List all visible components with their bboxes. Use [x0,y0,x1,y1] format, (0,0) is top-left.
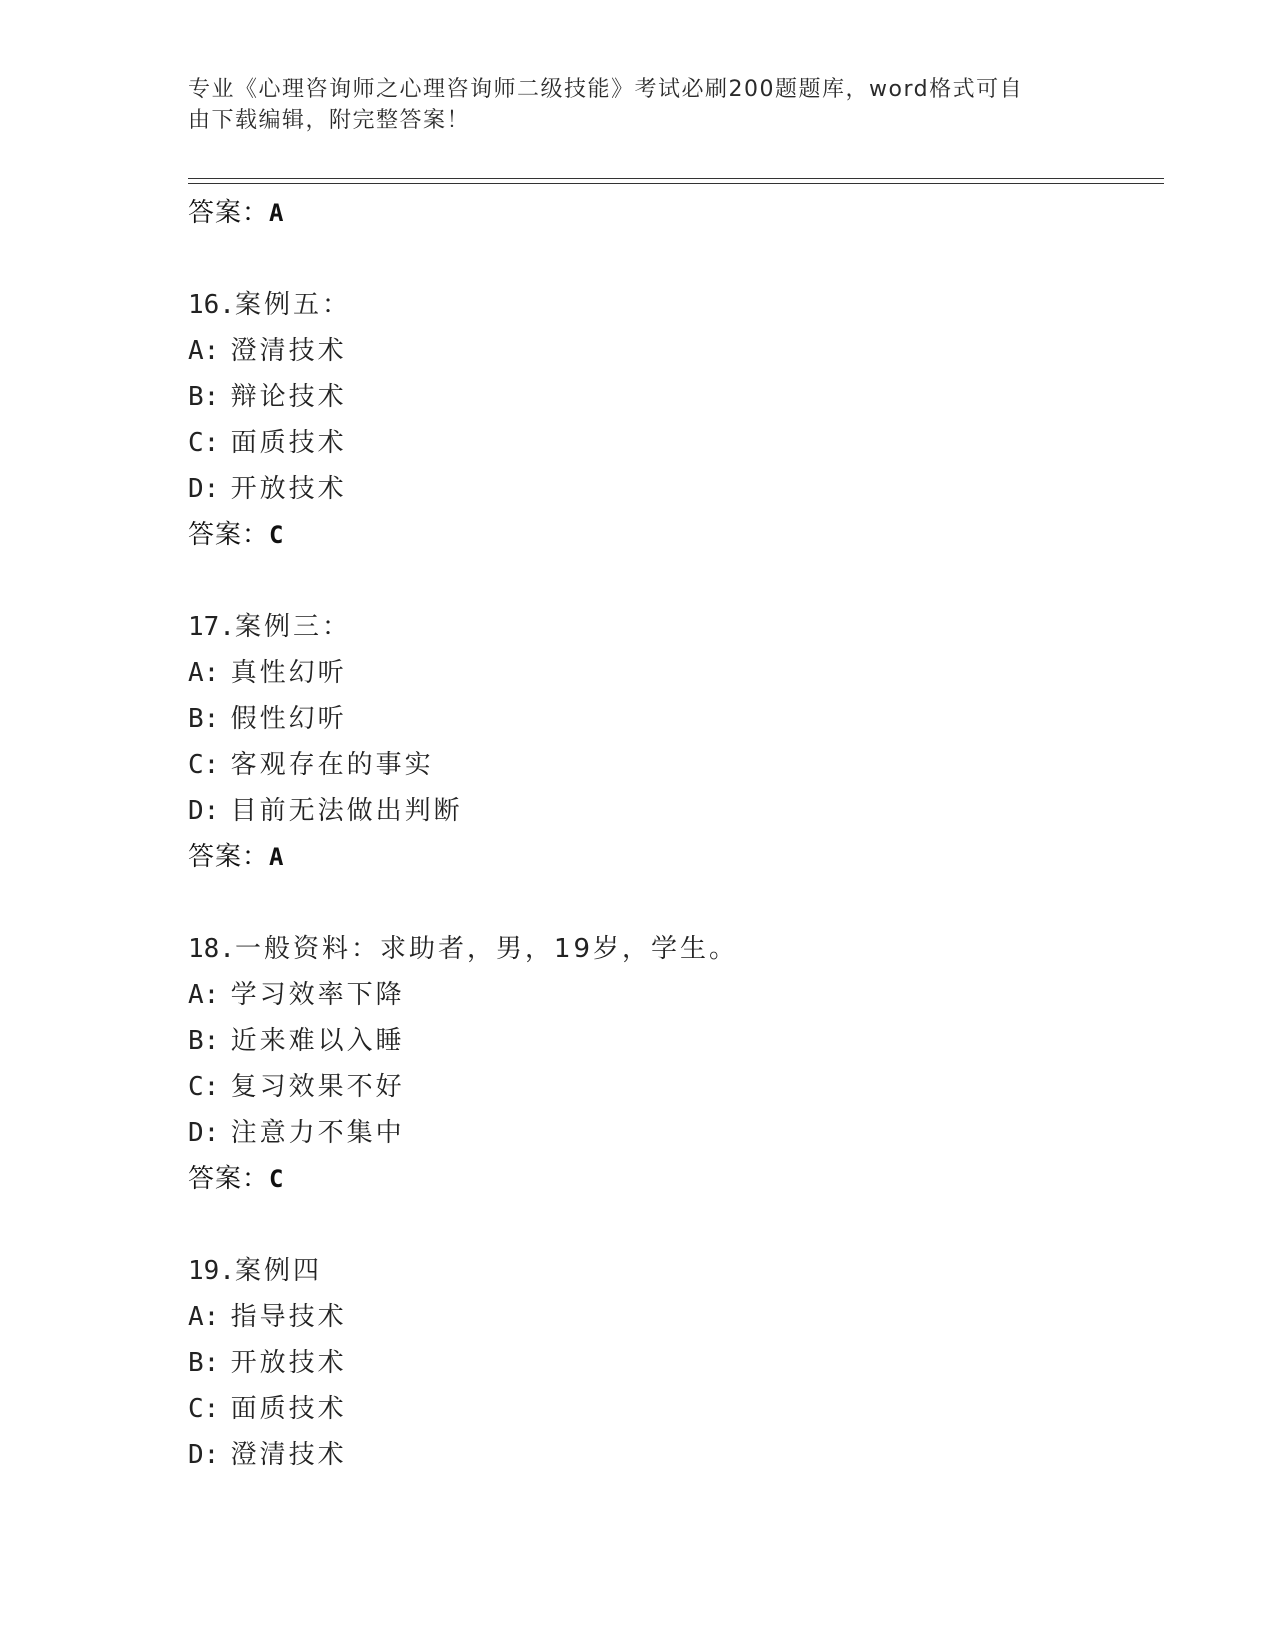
spacer [188,236,1164,282]
question-stem [188,1248,1164,1294]
option-text: 注意力不集中 [230,1118,405,1148]
option-text: 面质技术 [230,428,347,458]
answer-value: C [269,1165,285,1193]
question-list [188,190,1164,1478]
option-d [188,1432,1164,1478]
question-text: 案例四 [234,1256,322,1286]
option-c [188,1064,1164,1110]
option-text: 面质技术 [230,1394,347,1424]
question-text: 案例三： [234,612,351,642]
answer-value: C [269,521,285,549]
answer-label: 答案： [188,842,270,872]
option-key: A: [188,1302,220,1332]
header-divider-bottom [188,183,1164,184]
option-key: C: [188,750,220,780]
question-stem [188,926,1164,972]
option-key: B: [188,1026,220,1056]
question-block [188,604,1164,880]
spacer [188,880,1164,926]
option-d [188,1110,1164,1156]
option-text: 假性幻听 [230,704,347,734]
option-key: D: [188,474,220,504]
question-block [188,282,1164,558]
question-number: 19. [188,1256,235,1286]
answer-value: A [269,843,285,871]
header-line-1: 专业《心理咨询师之心理咨询师二级技能》考试必刷200题题库，word格式可自 [188,77,1024,102]
option-a [188,650,1164,696]
question-number: 16. [188,290,235,320]
question-text: 案例五： [234,290,351,320]
option-d [188,466,1164,512]
option-text: 澄清技术 [230,336,347,366]
option-b [188,1018,1164,1064]
option-text: 复习效果不好 [230,1072,405,1102]
header-divider-top [188,178,1164,179]
option-key: B: [188,382,220,412]
answer-label: 答案： [188,1164,270,1194]
option-a [188,328,1164,374]
spacer [188,1202,1164,1248]
option-b [188,1340,1164,1386]
option-key: B: [188,1348,220,1378]
question-number: 18. [188,934,235,964]
question-block [188,1248,1164,1478]
option-text: 指导技术 [230,1302,347,1332]
answer-label: 答案： [188,198,270,228]
question-stem [188,604,1164,650]
answer-value: A [269,199,285,227]
option-text: 开放技术 [230,474,347,504]
option-c [188,742,1164,788]
option-text: 客观存在的事实 [230,750,434,780]
option-key: B: [188,704,220,734]
option-key: D: [188,1440,220,1470]
option-d [188,788,1164,834]
answer-line [188,1156,1164,1202]
option-a [188,1294,1164,1340]
option-key: C: [188,1072,220,1102]
header-line-2: 由下载编辑，附完整答案！ [188,108,471,133]
option-c [188,420,1164,466]
question-text: 一般资料：求助者，男，19岁，学生。 [234,934,739,964]
option-text: 目前无法做出判断 [230,796,463,826]
option-b [188,696,1164,742]
option-b [188,374,1164,420]
option-a [188,972,1164,1018]
option-text: 真性幻听 [230,658,347,688]
question-number: 17. [188,612,235,642]
answer-line [188,512,1164,558]
question-stem [188,282,1164,328]
question-block [188,926,1164,1202]
option-key: C: [188,1394,220,1424]
option-text: 学习效率下降 [230,980,405,1010]
document-header [188,74,1068,136]
answer-line [188,834,1164,880]
option-key: D: [188,796,220,826]
option-key: A: [188,658,220,688]
option-text: 辩论技术 [230,382,347,412]
option-text: 澄清技术 [230,1440,347,1470]
option-key: D: [188,1118,220,1148]
spacer [188,558,1164,604]
answer-label: 答案： [188,520,270,550]
option-c [188,1386,1164,1432]
option-key: C: [188,428,220,458]
option-key: A: [188,336,220,366]
option-key: A: [188,980,220,1010]
answer-line [188,190,1164,236]
option-text: 近来难以入睡 [230,1026,405,1056]
option-text: 开放技术 [230,1348,347,1378]
